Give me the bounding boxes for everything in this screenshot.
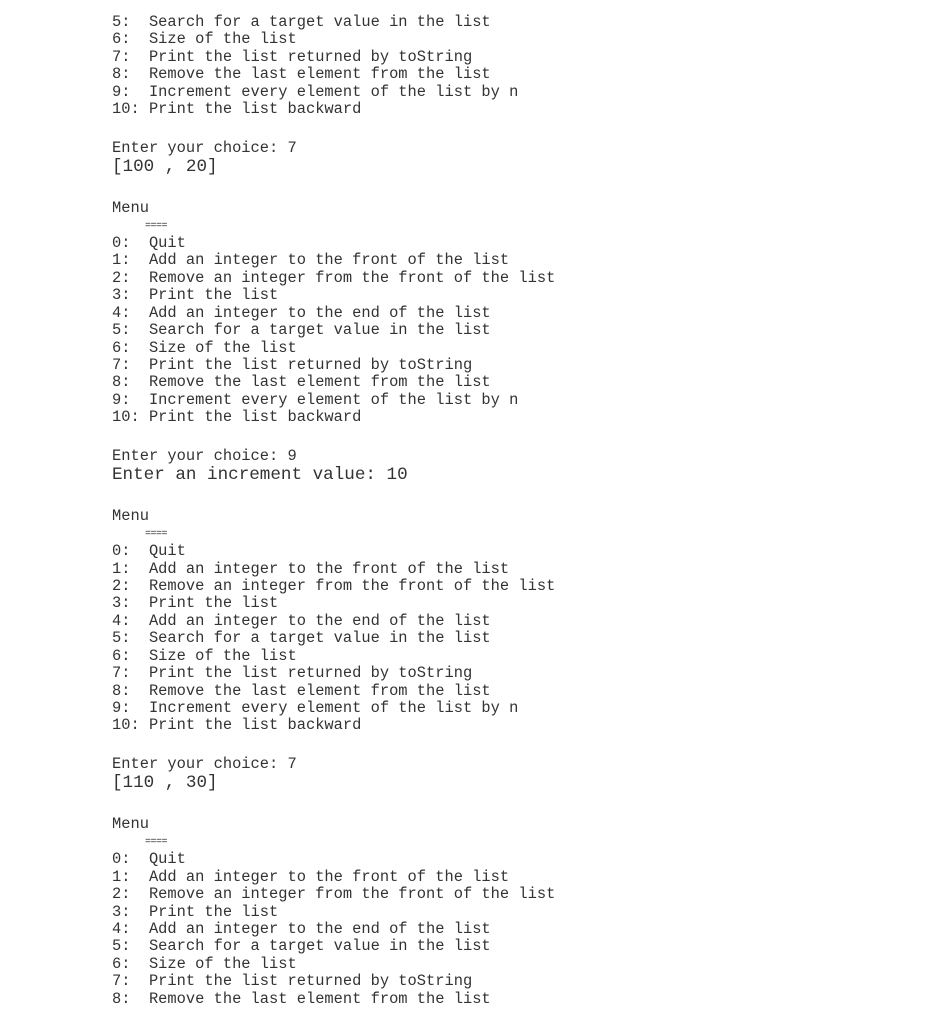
- menu-separator: ====: [112, 528, 168, 540]
- choice-prompt: Enter your choice: 9: [112, 446, 297, 465]
- menu-item-7: 7: Print the list returned by toString: [112, 664, 473, 683]
- menu-item-3: 3: Print the list: [112, 286, 279, 305]
- menu-item-8: 8: Remove the last element from the list: [112, 681, 491, 700]
- menu-item-8: 8: Remove the last element from the list: [112, 373, 491, 392]
- menu-item-10: 10: Print the list backward: [112, 408, 362, 427]
- menu-item-2: 2: Remove an integer from the front of the list: [112, 268, 556, 287]
- menu-item-7: 7: Print the list returned by toString: [112, 972, 473, 991]
- menu-item-1: 1: Add an integer to the front of the list: [112, 251, 510, 270]
- choice-prompt: Enter your choice: 7: [112, 754, 297, 773]
- menu-title: Menu: [112, 815, 149, 834]
- menu-item-9: 9: Increment every element of the list by n: [112, 390, 519, 409]
- menu-item-3: 3: Print the list: [112, 902, 279, 921]
- program-output: Enter an increment value: 10: [112, 465, 408, 486]
- console-output: [112, 14, 943, 1008]
- menu-item-3: 3: Print the list: [112, 594, 279, 613]
- menu-item-6: 6: Size of the list: [112, 954, 297, 973]
- menu-item-10: 10: Print the list backward: [112, 100, 362, 119]
- menu-item-5: 5: Search for a target value in the list: [112, 937, 491, 956]
- menu-item-9: 9: Increment every element of the list by n: [112, 699, 519, 717]
- menu-separator: ====: [112, 836, 168, 848]
- menu-item-4: 4: Add an integer to the end of the list: [112, 303, 491, 322]
- menu-item-0: 0: Quit: [112, 542, 186, 561]
- menu-item-5: 5: Search for a target value in the list: [112, 13, 491, 31]
- menu-title: Menu: [112, 507, 149, 526]
- menu-item-4: 4: Add an integer to the end of the list: [112, 611, 491, 630]
- menu-item-2: 2: Remove an integer from the front of the list: [112, 576, 556, 595]
- menu-item-6: 6: Size of the list: [112, 646, 297, 665]
- menu-title: Menu: [112, 199, 149, 218]
- menu-separator: ====: [112, 220, 168, 232]
- menu-item-5: 5: Search for a target value in the list: [112, 629, 491, 648]
- menu-item-1: 1: Add an integer to the front of the list: [112, 867, 510, 886]
- menu-item-7: 7: Print the list returned by toString: [112, 356, 473, 374]
- menu-item-6: 6: Size of the list: [112, 30, 297, 49]
- menu-item-0: 0: Quit: [112, 233, 186, 252]
- program-output: [110 , 30]: [112, 773, 218, 794]
- menu-item-10: 10: Print the list backward: [112, 716, 362, 735]
- menu-item-2: 2: Remove an integer from the front of the list: [112, 885, 556, 904]
- program-output: [100 , 20]: [112, 157, 218, 178]
- menu-item-7: 7: Print the list returned by toString: [112, 47, 473, 66]
- menu-item-4: 4: Add an integer to the end of the list: [112, 919, 491, 938]
- menu-item-8: 8: Remove the last element from the list: [112, 989, 491, 1008]
- menu-item-9: 9: Increment every element of the list by n: [112, 82, 519, 101]
- menu-item-5: 5: Search for a target value in the list: [112, 321, 491, 340]
- menu-item-1: 1: Add an integer to the front of the list: [112, 559, 510, 578]
- choice-prompt: Enter your choice: 7: [112, 138, 297, 157]
- menu-item-6: 6: Size of the list: [112, 338, 297, 357]
- menu-item-0: 0: Quit: [112, 850, 186, 869]
- menu-item-8: 8: Remove the last element from the list: [112, 65, 491, 84]
